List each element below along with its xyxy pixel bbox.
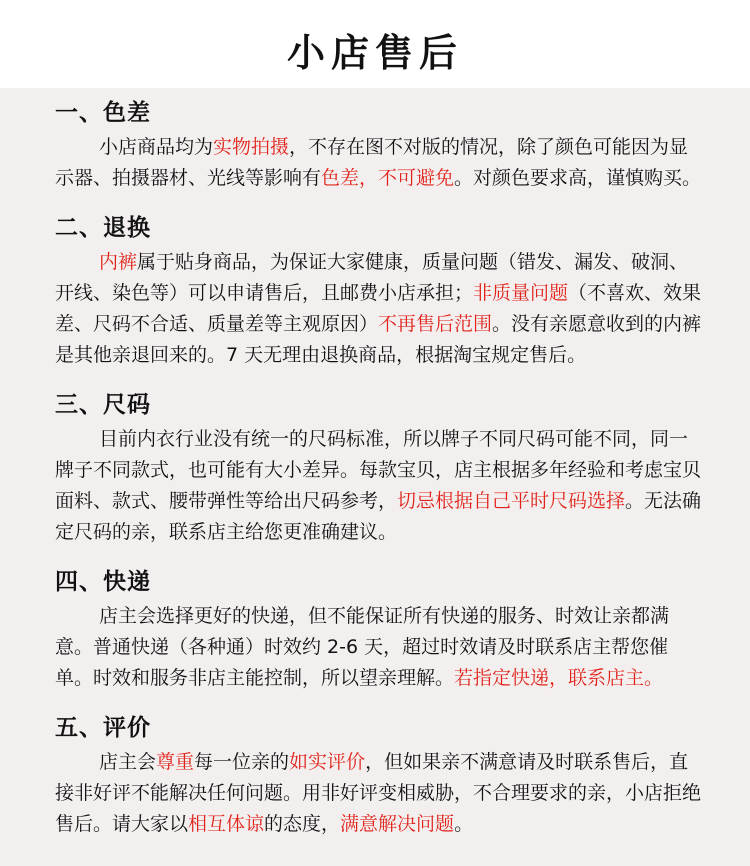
text-run: 每一位亲的 (194, 751, 290, 773)
text-run: ，但如果亲不满意请及时联系售后，直接非好评不能解决任何问题。用非好评变相威胁，不合理要求的亲，小店拒绝售后。请大家以 (55, 751, 702, 835)
section-heading: 二、退换 (55, 215, 151, 241)
section-body (55, 601, 705, 694)
text-run: 。无法确定尺码的亲，联系店主给您更准确建议。 (55, 490, 702, 543)
text-run: 店主会选择更好的快递，但不能保证所有快递的服务、时效让亲都满意。普通快递（各种通）时效约 2-6 天，超过时效请及时联系店主帮您催单。时效和服务非店主能控制，所以望亲理解。 (55, 605, 670, 689)
page-title: 小店售后 (286, 30, 463, 75)
highlight-run: 不再售后范围 (378, 313, 493, 335)
section-body (55, 424, 705, 548)
highlight-run: 色差，不可避免 (321, 167, 455, 189)
text-run: 小店商品均为 (99, 136, 214, 158)
highlight-run: 满意解决问题 (340, 813, 455, 835)
highlight-run: 尊重 (156, 751, 195, 773)
text-run: 。没有亲愿意收到的内裤是其他亲退回来的。7 天无理由退换商品，根据淘宝规定售后。 (55, 313, 702, 366)
highlight-run: 非质量问题 (473, 282, 569, 304)
text-run: ，不存在图不对版的情况，除了颜色可能因为显示器、拍摄器材、光线等影响有 (55, 136, 689, 189)
text-run: （不喜欢、效果差、尺码不合适、质量差等主观原因） (55, 282, 702, 335)
section-body (55, 747, 705, 840)
text-run: 的态度， (264, 813, 341, 835)
text-run: 店主会 (99, 751, 157, 773)
highlight-run: 如实评价 (289, 751, 366, 773)
text-run: 。 (454, 813, 474, 835)
section-heading: 五、评价 (55, 715, 151, 741)
text-run: 。对颜色要求高，谨慎购买。 (454, 167, 702, 189)
highlight-run: 若指定快递，联系店主。 (454, 667, 664, 689)
section-body (55, 247, 705, 371)
text-run: 目前内衣行业没有统一的尺码标准，所以牌子不同尺码可能不同，同一牌子不同款式，也可能有大小差异。每款宝贝，店主根据多年经验和考虑宝贝面料、款式、腰带弹性等给出尺码参考， (55, 428, 702, 512)
section-heading: 三、尺码 (55, 392, 151, 418)
highlight-run: 切忌根据自己平时尺码选择 (397, 490, 626, 512)
section-body (55, 132, 705, 194)
text-run: 属于贴身商品，为保证大家健康，质量问题（错发、漏发、破洞、开线、染色等）可以申请售后，且邮费小店承担； (55, 251, 689, 304)
highlight-run: 内裤 (99, 251, 138, 273)
highlight-run: 实物拍摄 (213, 136, 290, 158)
header (0, 0, 750, 88)
section-heading: 一、色差 (55, 100, 151, 126)
highlight-run: 相互体谅 (188, 813, 265, 835)
section-heading: 四、快递 (55, 569, 151, 595)
